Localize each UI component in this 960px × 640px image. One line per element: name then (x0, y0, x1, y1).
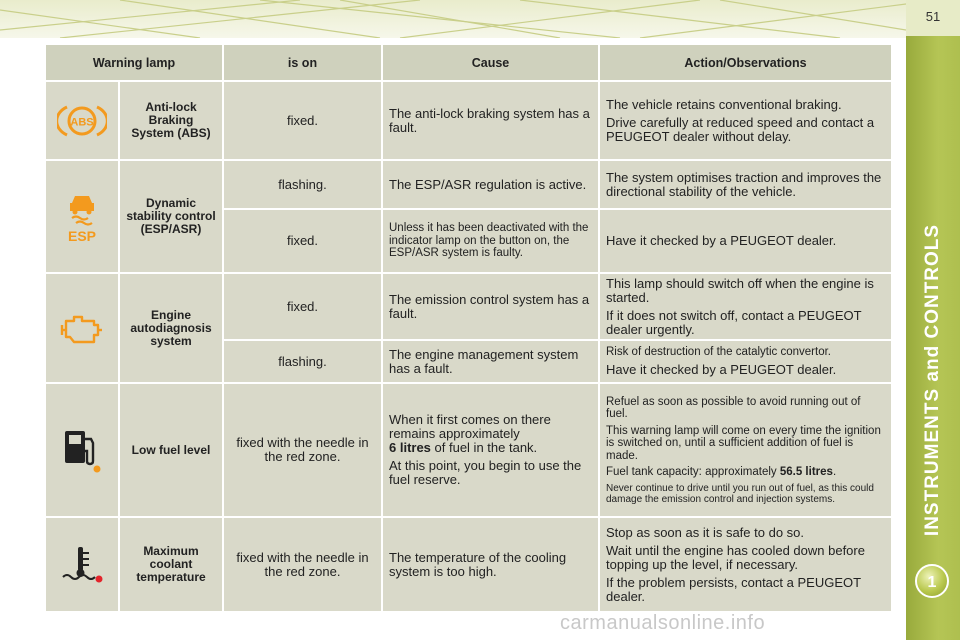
engine-action-1 (600, 274, 891, 339)
engine-action-2 (600, 341, 891, 382)
fuel-cause (383, 384, 598, 516)
warning-lamp-table (46, 45, 891, 611)
esp-action-1-text: The system optimises traction and improves the directional stability of the vehicle. (606, 169, 882, 199)
section-badge: 1 (915, 564, 949, 598)
coolant-action-2: Wait until the engine has cooled down before topping up the level, if necessary. (606, 542, 865, 572)
page-number: 51 (925, 9, 941, 24)
engine-cause-2-text: The engine management system has a fault. (389, 346, 579, 376)
fuel-reserve-volume: 6 litres (389, 440, 431, 455)
fuel-action-3-pre: Fuel tank capacity: approximately (606, 466, 780, 478)
svg-text:ESP: ESP (67, 227, 97, 243)
abs-cause (383, 82, 598, 159)
esp-cause-2 (383, 210, 598, 272)
engine-is-on-1: fixed. (224, 274, 381, 339)
coolant-cause-text: The temperature of the cooling system is too high. (389, 549, 567, 579)
coolant-lamp-cell (46, 518, 118, 611)
abs-action-1: The vehicle retains conventional braking. (606, 96, 842, 112)
coolant-temperature-icon (59, 545, 105, 585)
coolant-is-on: fixed with the needle in the red zone. (224, 518, 381, 611)
abs-action-2: Drive carefully at reduced speed and contact a PEUGEOT dealer without delay. (606, 114, 875, 144)
abs-is-on: fixed. (224, 82, 381, 159)
fuel-cause-a (389, 413, 592, 455)
esp-action-1 (600, 161, 891, 208)
esp-cause-1-text: The ESP/ASR regulation is active. (389, 176, 587, 192)
esp-is-on-2: fixed. (224, 210, 381, 272)
header-cause: Cause (383, 45, 598, 80)
coolant-cause (383, 518, 598, 611)
engine-cause-2 (383, 341, 598, 382)
esp-cause-1 (383, 161, 598, 208)
header-lines (0, 0, 906, 38)
fuel-action-3 (606, 466, 885, 479)
header-is-on: is on (224, 45, 381, 80)
engine-icon (60, 311, 104, 345)
fuel-action-2: This warning lamp will come on every time the ignition is switched on, until a sufficient addition of fuel is made. (606, 424, 881, 462)
abs-lamp-cell (46, 82, 118, 159)
esp-name: Dynamic stability control (ESP/ASR) (120, 161, 222, 272)
fuel-is-on: fixed with the needle in the red zone. (224, 384, 381, 516)
coolant-action (600, 518, 891, 611)
watermark: carmanualsonline.info (560, 612, 766, 634)
fuel-lamp-cell (46, 384, 118, 516)
engine-is-on-2: flashing. (224, 341, 381, 382)
engine-lamp-cell (46, 274, 118, 382)
header-warning-lamp: Warning lamp (46, 45, 222, 80)
esp-icon (62, 191, 102, 243)
fuel-pump-icon (59, 427, 105, 473)
coolant-name: Maximum coolant temperature (120, 518, 222, 611)
fuel-action (600, 384, 891, 516)
fuel-tank-capacity: 56.5 litres (779, 466, 833, 478)
abs-action (600, 82, 891, 159)
header-action: Action/Observations (600, 45, 891, 80)
header-decoration (0, 0, 906, 38)
section-title: INSTRUMENTS and CONTROLS (922, 223, 943, 537)
fuel-cause-a-post: of fuel in the tank. (430, 440, 538, 455)
engine-action-2b: Have it checked by a PEUGEOT dealer. (606, 361, 837, 377)
abs-cause-text: The anti-lock braking system has a fault. (389, 105, 590, 135)
engine-cause-1-text: The emission control system has a fault. (389, 291, 590, 321)
esp-action-2 (600, 210, 891, 272)
fuel-action-3-post: . (832, 466, 837, 478)
engine-action-1b: If it does not switch off, contact a PEUGEOT dealer urgently. (606, 307, 862, 337)
coolant-action-1: Stop as soon as it is safe to do so. (606, 524, 805, 540)
abs-name: Anti-lock Braking System (ABS) (120, 82, 222, 159)
engine-name: Engine autodiagnosis system (120, 274, 222, 382)
fuel-cause-a-pre: When it first comes on there remains approximately (389, 412, 551, 441)
esp-lamp-cell (46, 161, 118, 272)
engine-cause-1 (383, 274, 598, 339)
esp-cause-2-text: Unless it has been deactivated with the indicator lamp on the button on, the ESP/ASR system is faulty. (389, 222, 589, 260)
engine-action-1a: This lamp should switch off when the engine is started. (606, 275, 874, 305)
fuel-cause-b: At this point, you begin to use the fuel reserve. (389, 458, 582, 487)
coolant-action-3: If the problem persists, contact a PEUGEOT dealer. (606, 574, 861, 604)
abs-icon (57, 101, 107, 141)
esp-action-2-text: Have it checked by a PEUGEOT dealer. (606, 233, 837, 248)
esp-is-on-1: flashing. (224, 161, 381, 208)
fuel-name: Low fuel level (120, 384, 222, 516)
fuel-action-4: Never continue to drive until you run out of fuel, as this could damage the emission control and injection systems. (606, 482, 874, 505)
fuel-action-1: Refuel as soon as possible to avoid running out of fuel. (606, 395, 861, 420)
engine-action-2a: Risk of destruction of the catalytic convertor. (606, 346, 831, 359)
svg-text:ABS: ABS (70, 116, 94, 128)
